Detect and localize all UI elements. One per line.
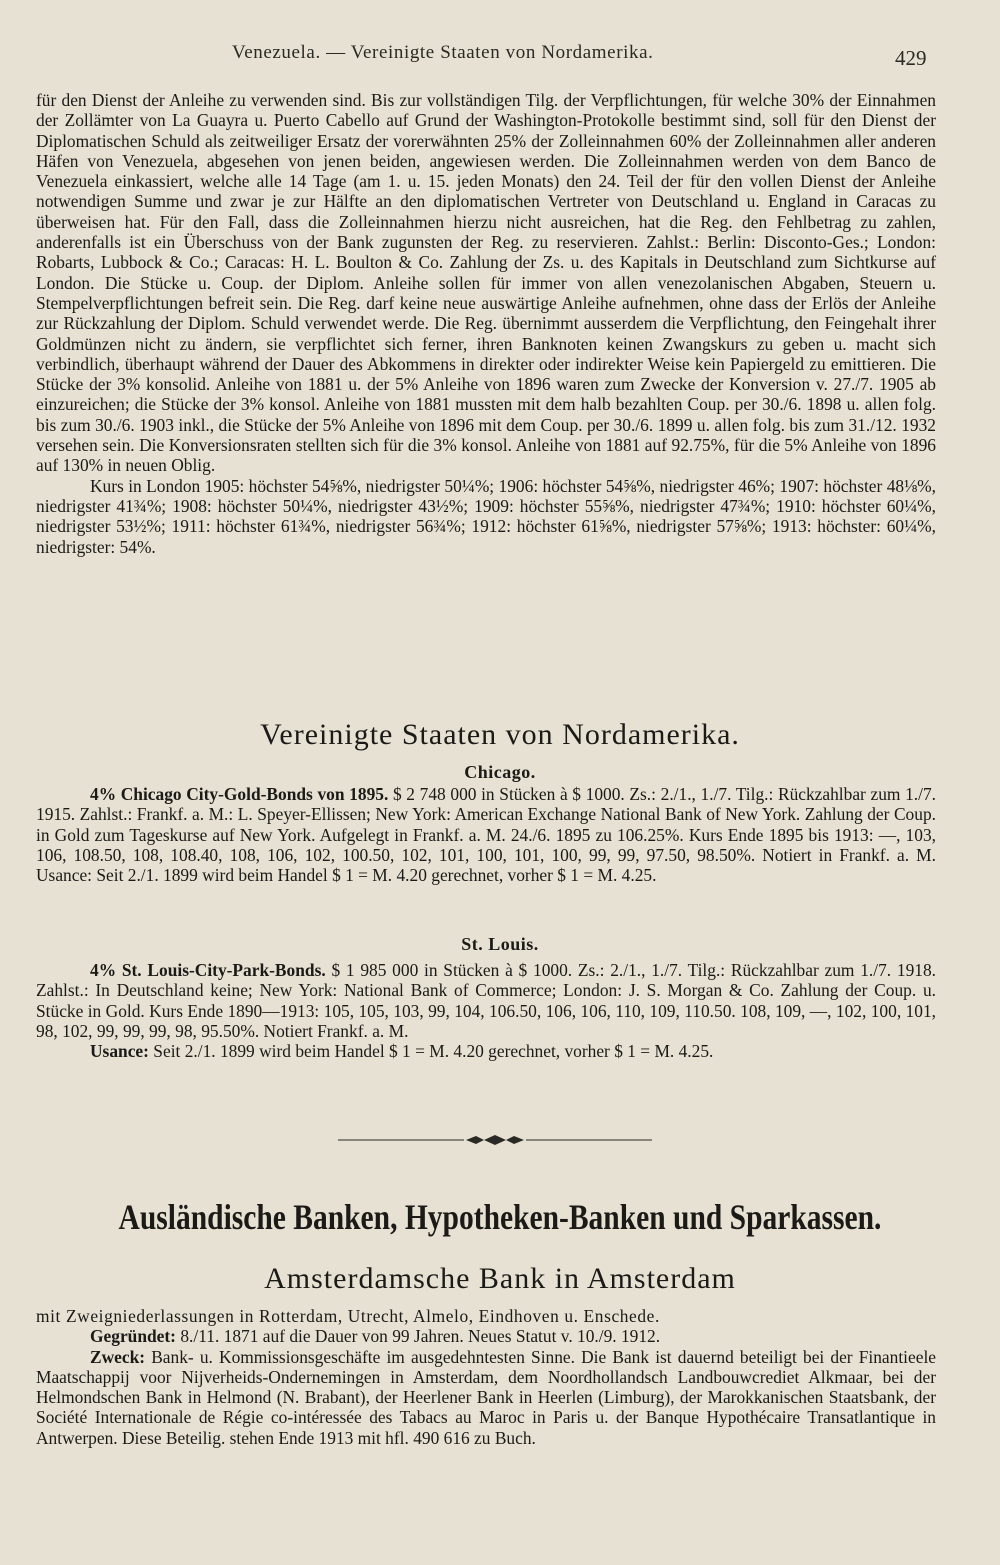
page-number: 429 xyxy=(895,46,927,70)
running-title: Venezuela. — Vereinigte Staaten von Nordamerika. xyxy=(232,42,654,63)
bank-branches: mit Zweigniederlassungen in Rotterdam, Utrecht, Almelo, Eindhoven u. Enschede. xyxy=(36,1306,660,1326)
bank-purpose xyxy=(36,1347,936,1448)
chicago-bond-paragraph xyxy=(36,784,936,885)
st-louis-bond-paragraph xyxy=(36,960,936,1041)
venezuela-paragraph-1: für den Dienst der Anleihe zu verwenden sind. Bis zur vollständigen Tilg. der Verpflichtungen, für welche 30% der Einnahmen der Zollämter von La Guayra u. Puerto Cabello auf Grund der Washington-Protokolle bestimmt sind, soll für den Dienst der Diplomatischen Schuld als zeitweiliger Ersatz der vorerwähnten 25% der Zolleinnahmen 60% der Zolleinnahmen aller anderen Häfen von Venezuela, abgesehen von jenen beiden, angewiesen werden. Die Zolleinnahmen werden von dem Banco de Venezuela einkassiert, welche alle 14 Tage (am 1. u. 15. jeden Monats) den 24. Teil der für den vollen Dienst der Anleihe notwendigen Summe und zwar je zur Hälfte an den diplomatischen Vertreter von Deutschland u. England in Caracas zu überweisen hat. Für den Fall, dass die Zolleinnahmen hierzu nicht ausreichen, hat die Reg. den Fehlbetrag zu zahlen, anderenfalls ist ein Überschuss von der Bank zugunsten der Reg. zu reservieren. Zahlst.: Berlin: Disconto-Ges.; London: Robarts, Lubbock & Co.; Caracas: H. L. Boulton & Co. Zahlung der Zs. u. des Kapitals in Deutschland zum Sichtkurse auf London. Die Stücke u. Coup. der Diplom. Anleihe sollen für immer von allen venezolanischen Abgaben, Steuern u. Stempelverpflichtungen befreit sein. Die Reg. darf keine neue auswärtige Anleihe aufnehmen, ohne dass der Erlös der Anleihe zur Rückzahlung der Diplom. Schuld verwendet werde. Die Reg. übernimmt ausserdem die Verpflichtung, den Feingehalt ihrer Goldmünzen nicht zu ändern, sie verpflichtet sich ferner, ihren Banknoten keinen Zwangskurs zu geben u. macht sich verbindlich, überhaupt während der Dauer des Abkommens in direkter oder indirekter Weise kein Papiergeld zu emittieren. Die Stücke der 3% konsolid. Anleihe von 1881 u. der 5% Anleihe von 1896 waren zum Zwecke der Konversion v. 27./7. 1905 ab einzureichen; die Stücke der 3% konsol. Anleihe von 1881 mussten mit dem halb bezahlten Coup. per 30./6. 1898 u. allen folg. bis zum 30./6. 1903 inkl., die Stücke der 5% Anleihe von 1896 mit dem Coup. per 30./6. 1899 u. allen folg. bis zum 31./12. 1932 versehen sein. Die Konversionsraten stellten sich für die 3% konsol. Anleihe von 1881 auf 92.75%, für die 5% Anleihe von 1896 auf 130% in neuen Oblig. xyxy=(36,90,936,476)
bank-name-heading: Amsterdamsche Bank in Amsterdam xyxy=(264,1262,736,1295)
chicago-bond-text: $ 2 748 000 in Stücken à $ 1000. Zs.: 2./1., 1./7. Tilg.: Rückzahlbar zum 1./7. 1915. Zahlst.: Frankf. a. M.: L. Speyer-Ellissen; New York: American Exchange National Bank of New York. Zahlung der Coup. in Gold zum Tageskurse auf New York. Aufgelegt in Frankf. a. M. 24./6. 1895 zu 106.25%. Kurs Ende 1895 bis 1913: —, 103, 106, 108.50, 108, 108.40, 108, 106, 102, 100.50, 102, 101, 100, 101, 100, 99, 99, 97.50, 98.50%. Notiert in Frankf. a. M. Usance: Seit 2./1. 1899 wird beim Handel $ 1 = M. 4.20 gerechnet, vorher $ 1 = M. 4.25. xyxy=(36,784,936,886)
st-louis-usance-text: Seit 2./1. 1899 wird beim Handel $ 1 = M. 4.20 gerechnet, vorher $ 1 = M. 4.25. xyxy=(153,1041,714,1062)
bank-entry xyxy=(36,1306,936,1448)
venezuela-paragraph-kurse: Kurs in London 1905: höchster 54⅝%, niedrigster 50¼%; 1906: höchster 54⅝%, niedrigster 46%; 1907: höchster 48⅛%, niedrigster 41¾%; 1908: höchster 50¼%, niedrigster 43½%; 1909: höchster 55⅝%, niedrigster 47¾%; 1910: höchster 60¼%, niedrigster 53½%; 1911: höchster 61¾%, niedrigster 56¾%; 1912: höchster 61⅝%, niedrigster 57⅝%; 1913: höchster: 60¼%, niedrigster: 54%. xyxy=(36,475,936,557)
country-heading: Vereinigte Staaten von Nordamerika. xyxy=(260,718,740,751)
running-header xyxy=(0,42,1000,72)
st-louis-usance xyxy=(36,1041,936,1061)
chicago-bond-entry xyxy=(36,784,936,885)
st-louis-bond-text: $ 1 985 000 in Stücken à $ 1000. Zs.: 2./1., 1./7. Tilg.: Rückzahlbar zum 1./7. 1918. Zahlst.: In Deutschland keine; New York: National Bank of Commerce; London: J. S. Morgan & Co. Zahlung der Coup. u. Stücke in Gold. Kurs Ende 1890—1913: 105, 105, 103, 99, 104, 106.50, 106, 106, 110, 109, 110.50. 108, 109, —, 102, 100, 101, 98, 102, 99, 99, 99, 98, 95.50%. Notiert Frankf. a. M. xyxy=(36,960,937,1041)
bank-founded-text: 8./11. 1871 auf die Dauer von 99 Jahren. Neues Statut v. 10./9. 1912. xyxy=(180,1326,661,1347)
bank-founded-label: Gegründet: xyxy=(90,1326,176,1347)
st-louis-bond-title: 4% St. Louis-City-Park-Bonds. xyxy=(90,960,326,980)
section-divider-ornament xyxy=(338,1134,652,1146)
city-heading-st-louis: St. Louis. xyxy=(461,934,539,954)
bank-purpose-label: Zweck: xyxy=(90,1346,146,1367)
st-louis-usance-label: Usance: xyxy=(90,1041,149,1062)
st-louis-bond-entry xyxy=(36,960,936,1061)
bank-founded xyxy=(36,1326,936,1346)
section-heading-foreign-banks: Ausländische Banken, Hypotheken-Banken und Sparkassen. xyxy=(118,1197,882,1237)
bank-purpose-text: Bank- u. Kommissionsgeschäfte im ausgedehntesten Sinne. Die Bank ist dauernd beteiligt bei der Finantieele Maatschappij voor Nijverheids-Ondernemingen in Amsterdam, dem Noordhollandsch Landbouwcrediet Alkmaar, bei der Helmondschen Bank in Helmond (N. Brabant), der Heerlener Bank in Heerlen (Limburg), der Marokkanischen Staatsbank, der Société Internationale de Régie co-intéressée des Tabacs au Maroc in Paris u. der Banque Hypothécaire Transatlantique in Antwerpen. Diese Beteilig. stehen Ende 1913 mit hfl. 490 616 zu Buch. xyxy=(36,1346,936,1448)
venezuela-section xyxy=(36,90,936,557)
chicago-bond-title: 4% Chicago City-Gold-Bonds von 1895. xyxy=(90,784,389,804)
city-heading-chicago: Chicago. xyxy=(464,762,536,782)
